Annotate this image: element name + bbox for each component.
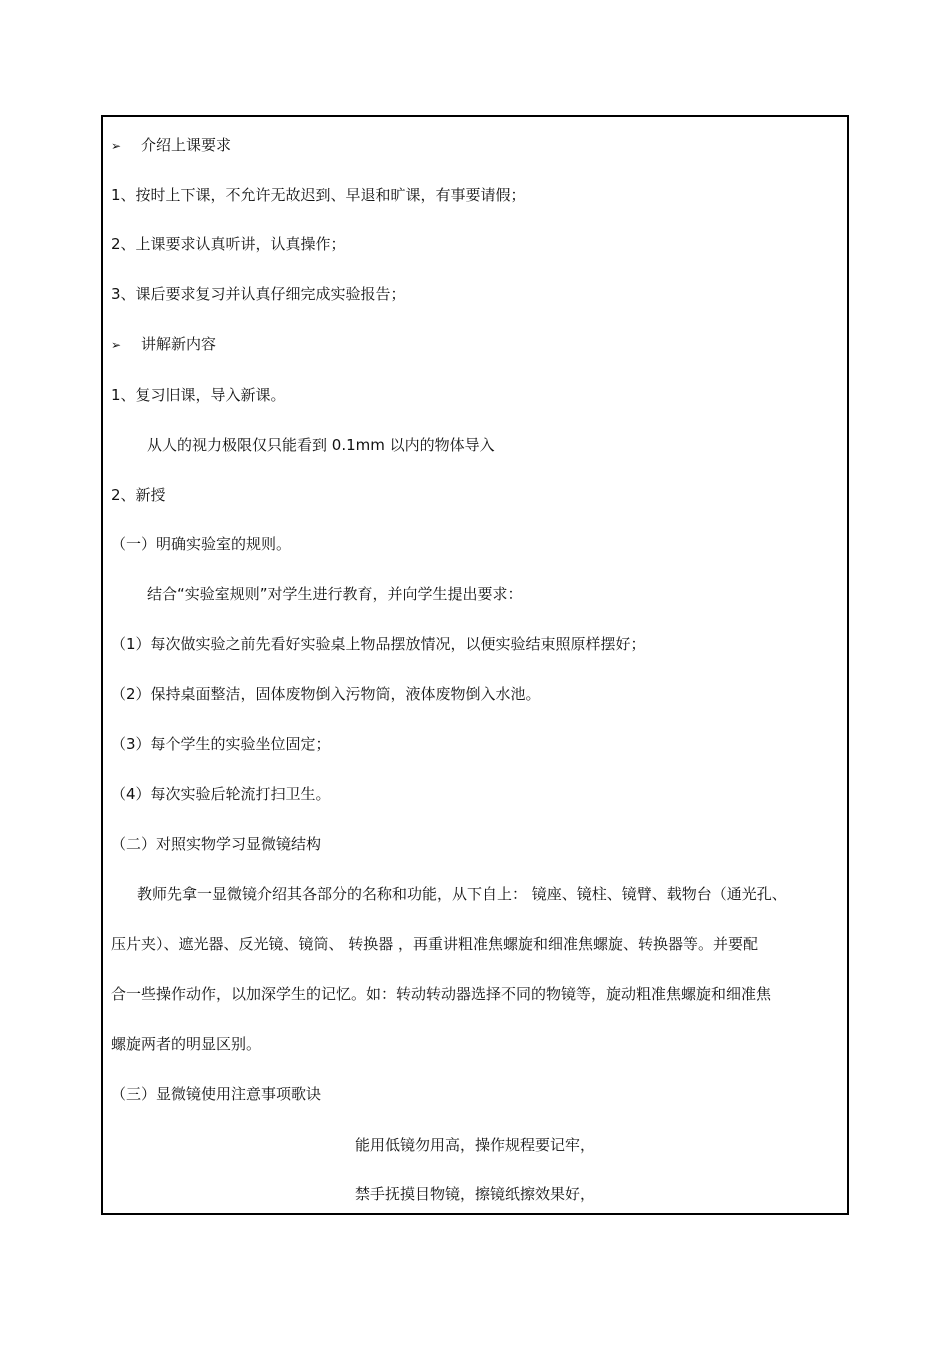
review-detail: 从人的视力极限仅只能看到 0.1mm 以内的物体导入	[147, 436, 495, 454]
lab-rule-2: （2）保持桌面整洁，固体废物倒入污物筒，液体废物倒入水池。	[111, 685, 541, 703]
new-teaching-item: 2、新授	[111, 486, 166, 504]
structure-paragraph-line-1: 教师先拿一显微镜介绍其各部分的名称和功能，从下自上： 镜座、镜柱、镜臂、载物台（通光孔、	[137, 885, 787, 903]
lab-rules-intro: 结合“实验室规则”对学生进行教育，并向学生提出要求：	[147, 585, 523, 603]
review-item: 1、复习旧课，导入新课。	[111, 386, 286, 404]
arrow-bullet-icon: ➢	[111, 139, 122, 153]
lab-rule-1: （1）每次做实验之前先看好实验桌上物品摆放情况，以便实验结束照原样摆好；	[111, 635, 646, 653]
rhyme-line-2: 禁手抚摸目物镜，擦镜纸擦效果好，	[354, 1185, 595, 1203]
heading-new-content: ➢ 讲解新内容	[111, 335, 217, 353]
requirement-item-3: 3、课后要求复习并认真仔细完成实验报告；	[111, 285, 406, 303]
rhyme-line-1: 能用低镜勿用高，操作规程要记牢，	[354, 1136, 595, 1154]
subheading-microscope-structure: （二）对照实物学习显微镜结构	[111, 835, 322, 853]
document-box	[101, 115, 849, 1215]
structure-paragraph-line-4: 螺旋两者的明显区别。	[111, 1035, 262, 1053]
requirement-item-1: 1、按时上下课，不允许无故迟到、早退和旷课，有事要请假；	[111, 186, 526, 204]
lab-rule-4: （4）每次实验后轮流打扫卫生。	[111, 785, 331, 803]
arrow-bullet-icon: ➢	[111, 338, 122, 352]
subheading-lab-rules: （一）明确实验室的规则。	[111, 535, 292, 553]
structure-paragraph-line-2: 压片夹）、遮光器、反光镜、镜筒、 转换器 ，再重讲粗准焦螺旋和细准焦螺旋、转换器等。并要配	[111, 935, 759, 953]
lab-rule-3: （3）每个学生的实验坐位固定；	[111, 735, 331, 753]
structure-paragraph-line-3: 合一些操作动作，以加深学生的记忆。如：转动转动器选择不同的物镜等，旋动粗准焦螺旋和细准焦	[111, 985, 772, 1003]
subheading-usage-rhyme: （三）显微镜使用注意事项歌诀	[111, 1085, 322, 1103]
heading-class-requirements: ➢ 介绍上课要求	[111, 136, 232, 154]
requirement-item-2: 2、上课要求认真听讲，认真操作；	[111, 235, 346, 253]
